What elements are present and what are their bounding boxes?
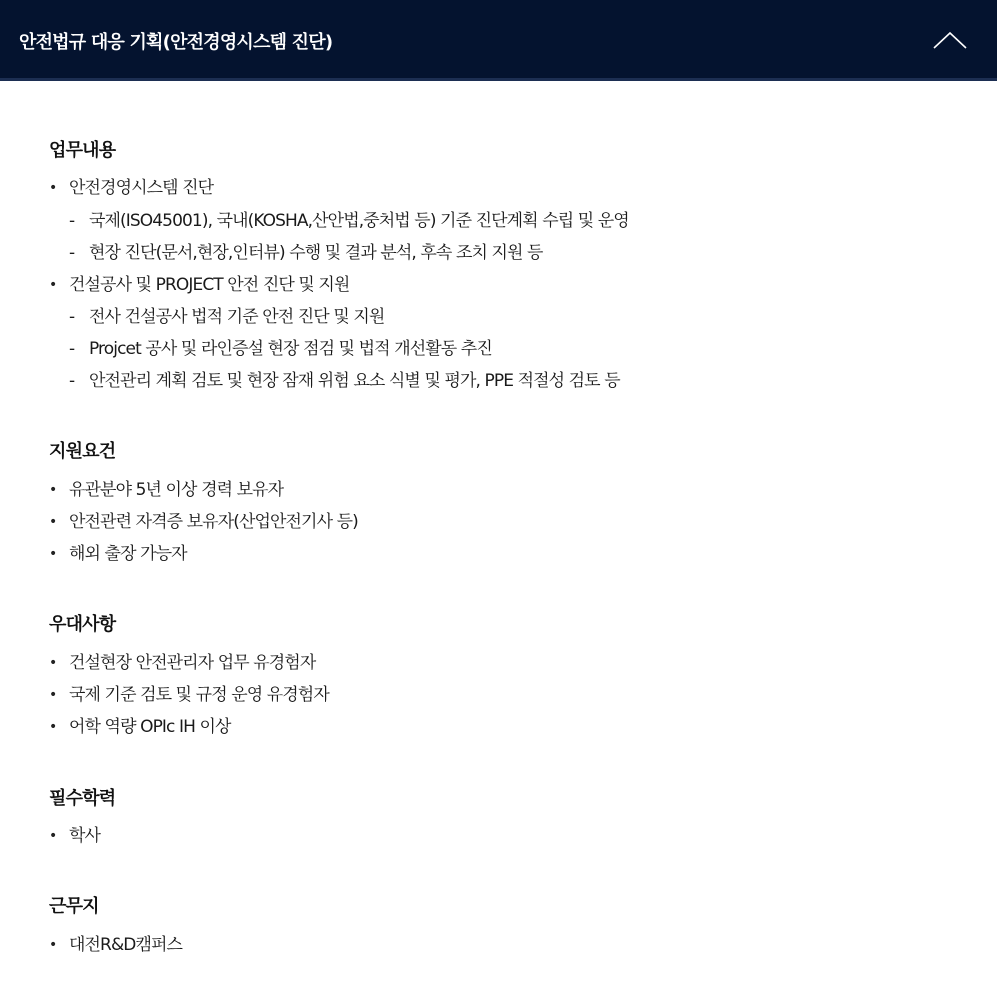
bullet-dot: • [49,655,57,671]
bullet-dot: • [49,514,57,530]
dash-marker: - [69,371,75,391]
section-title-requirements: 지원요건 [49,441,116,462]
section-title-education: 필수학력 [49,788,116,809]
bullet-dot: • [49,687,57,703]
accordion-header[interactable] [0,0,997,81]
dash-marker: - [69,211,75,231]
chevron-up-icon[interactable] [930,27,970,53]
accordion-title: 안전법규 대응 기획(안전경영시스템 진단) [19,32,333,53]
bullet-dot: • [49,277,57,293]
dash-marker: - [69,307,75,327]
dash-marker: - [69,339,75,359]
bullet-dot: • [49,828,57,844]
dash-marker: - [69,243,75,263]
bullet-dot: • [49,482,57,498]
section-title-preferred: 우대사항 [49,614,116,635]
bullet-dot: • [49,937,57,953]
bullet-dot: • [49,719,57,735]
section-title-duties: 업무내용 [49,140,116,161]
bullet-dot: • [49,180,57,196]
section-title-location: 근무지 [49,896,99,917]
bullet-dot: • [49,546,57,562]
